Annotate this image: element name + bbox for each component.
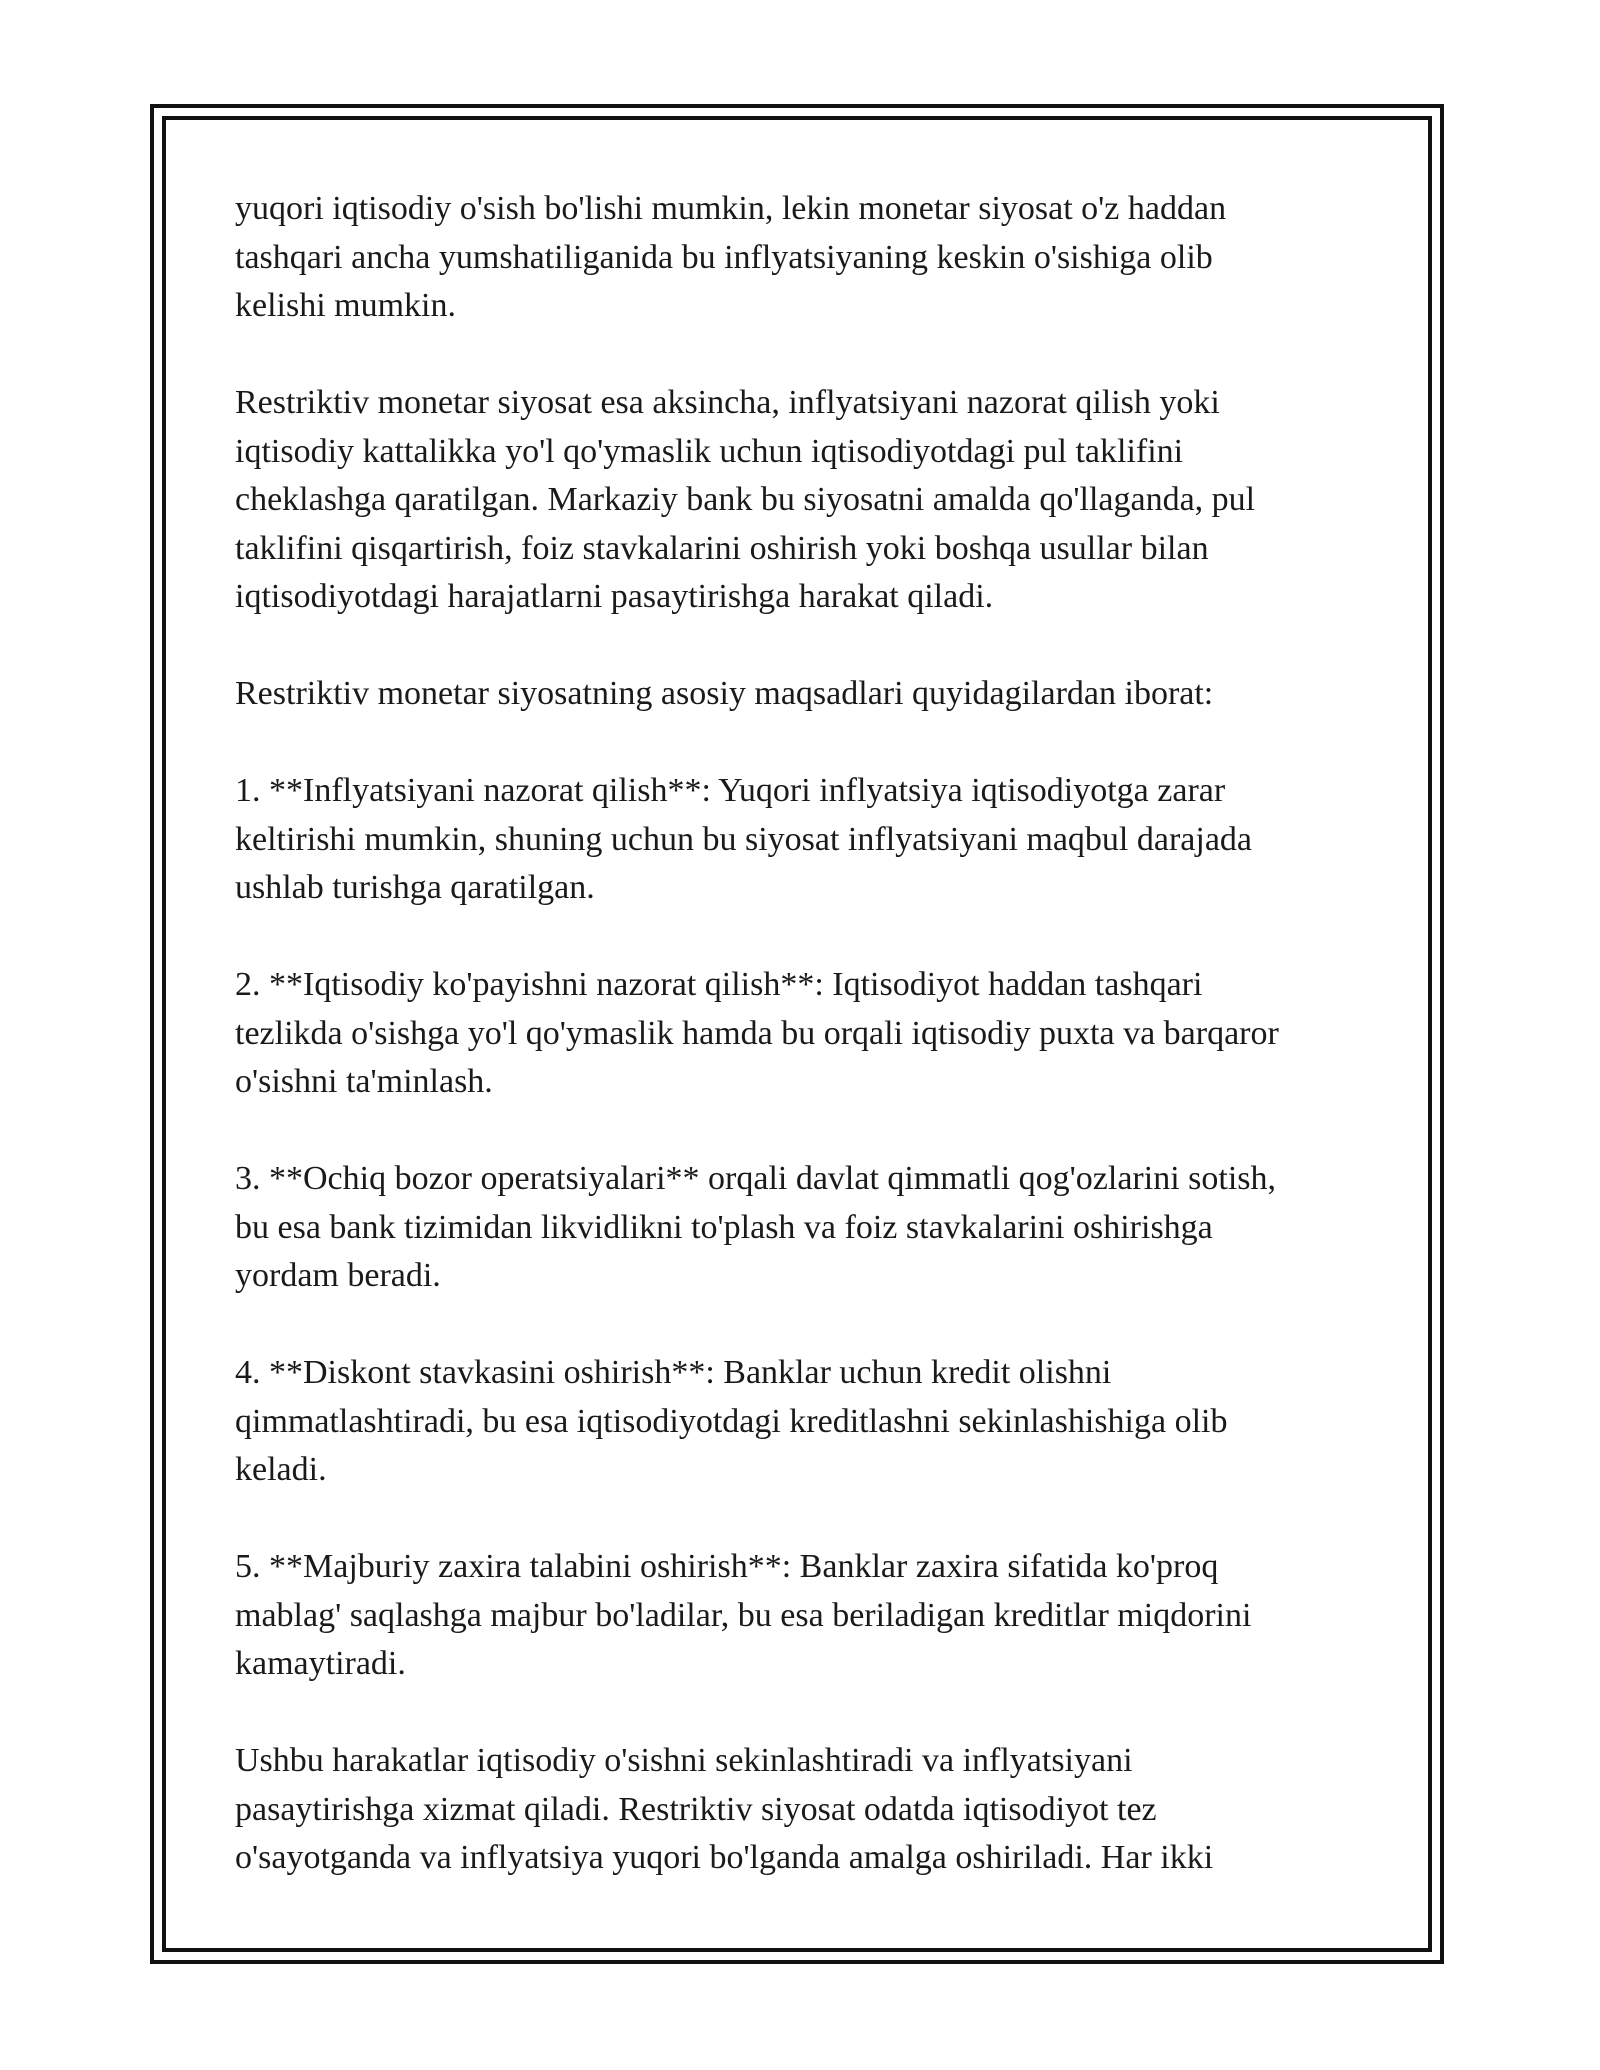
document-body [235,185,1385,1883]
list-item-3: 3. **Ochiq bozor operatsiyalari** orqali davlat qimmatli qog'ozlarini sotish, bu esa bank tizimidan likvidlikni to'plash va foiz stavkalarini oshirishga yordam beradi. [235,1160,1277,1294]
paragraph-intro-continuation: yuqori iqtisodiy o'sish bo'lishi mumkin, lekin monetar siyosat o'z haddan tashqari ancha yumshatiliganida bu inflyatsiyaning keskin o'sishiga olib kelishi mumkin. [235,190,1227,324]
paragraph-restrictive-policy: Restriktiv monetar siyosat esa aksincha, inflyatsiyani nazorat qilish yoki iqtisodiy kattalikka yo'l qo'ymaslik uchun iqtisodiyotdagi pul taklifini cheklashga qaratilgan. Markaziy bank bu siyosatni amalda qo'llaganda, pul taklifini qisqartirish, foiz stavkalarini oshirish yoki boshqa usullar bilan iqtisodiyotdagi harajatlarni pasaytirishga harakat qiladi. [235,384,1256,615]
paragraph-goals-heading: Restriktiv monetar siyosatning asosiy maqsadlari quyidagilardan iborat: [235,675,1214,712]
list-item-4: 4. **Diskont stavkasini oshirish**: Banklar uchun kredit olishni qimmatlashtiradi, bu esa iqtisodiyotdagi kreditlashni sekinlashishiga olib keladi. [235,1354,1228,1488]
list-item-2: 2. **Iqtisodiy ko'payishni nazorat qilish**: Iqtisodiyot haddan tashqari tezlikda o'sishga yo'l qo'ymaslik hamda bu orqali iqtisodiy puxta va barqaror o'sishni ta'minlash. [235,966,1279,1100]
list-item-1: 1. **Inflyatsiyani nazorat qilish**: Yuqori inflyatsiya iqtisodiyotga zarar keltirishi mumkin, shuning uchun bu siyosat inflyatsiyani maqbul darajada ushlab turishga qaratilgan. [235,772,1253,906]
paragraph-conclusion: Ushbu harakatlar iqtisodiy o'sishni sekinlashtiradi va inflyatsiyani pasaytirishga xizmat qiladi. Restriktiv siyosat odatda iqtisodiyot tez o'sayotganda va inflyatsiya yuqori bo'lganda amalga oshiriladi. Har ikki [235,1742,1214,1876]
list-item-5: 5. **Majburiy zaxira talabini oshirish**: Banklar zaxira sifatida ko'proq mablag' saqlashga majbur bo'ladilar, bu esa beriladigan kreditlar miqdorini kamaytiradi. [235,1548,1252,1682]
